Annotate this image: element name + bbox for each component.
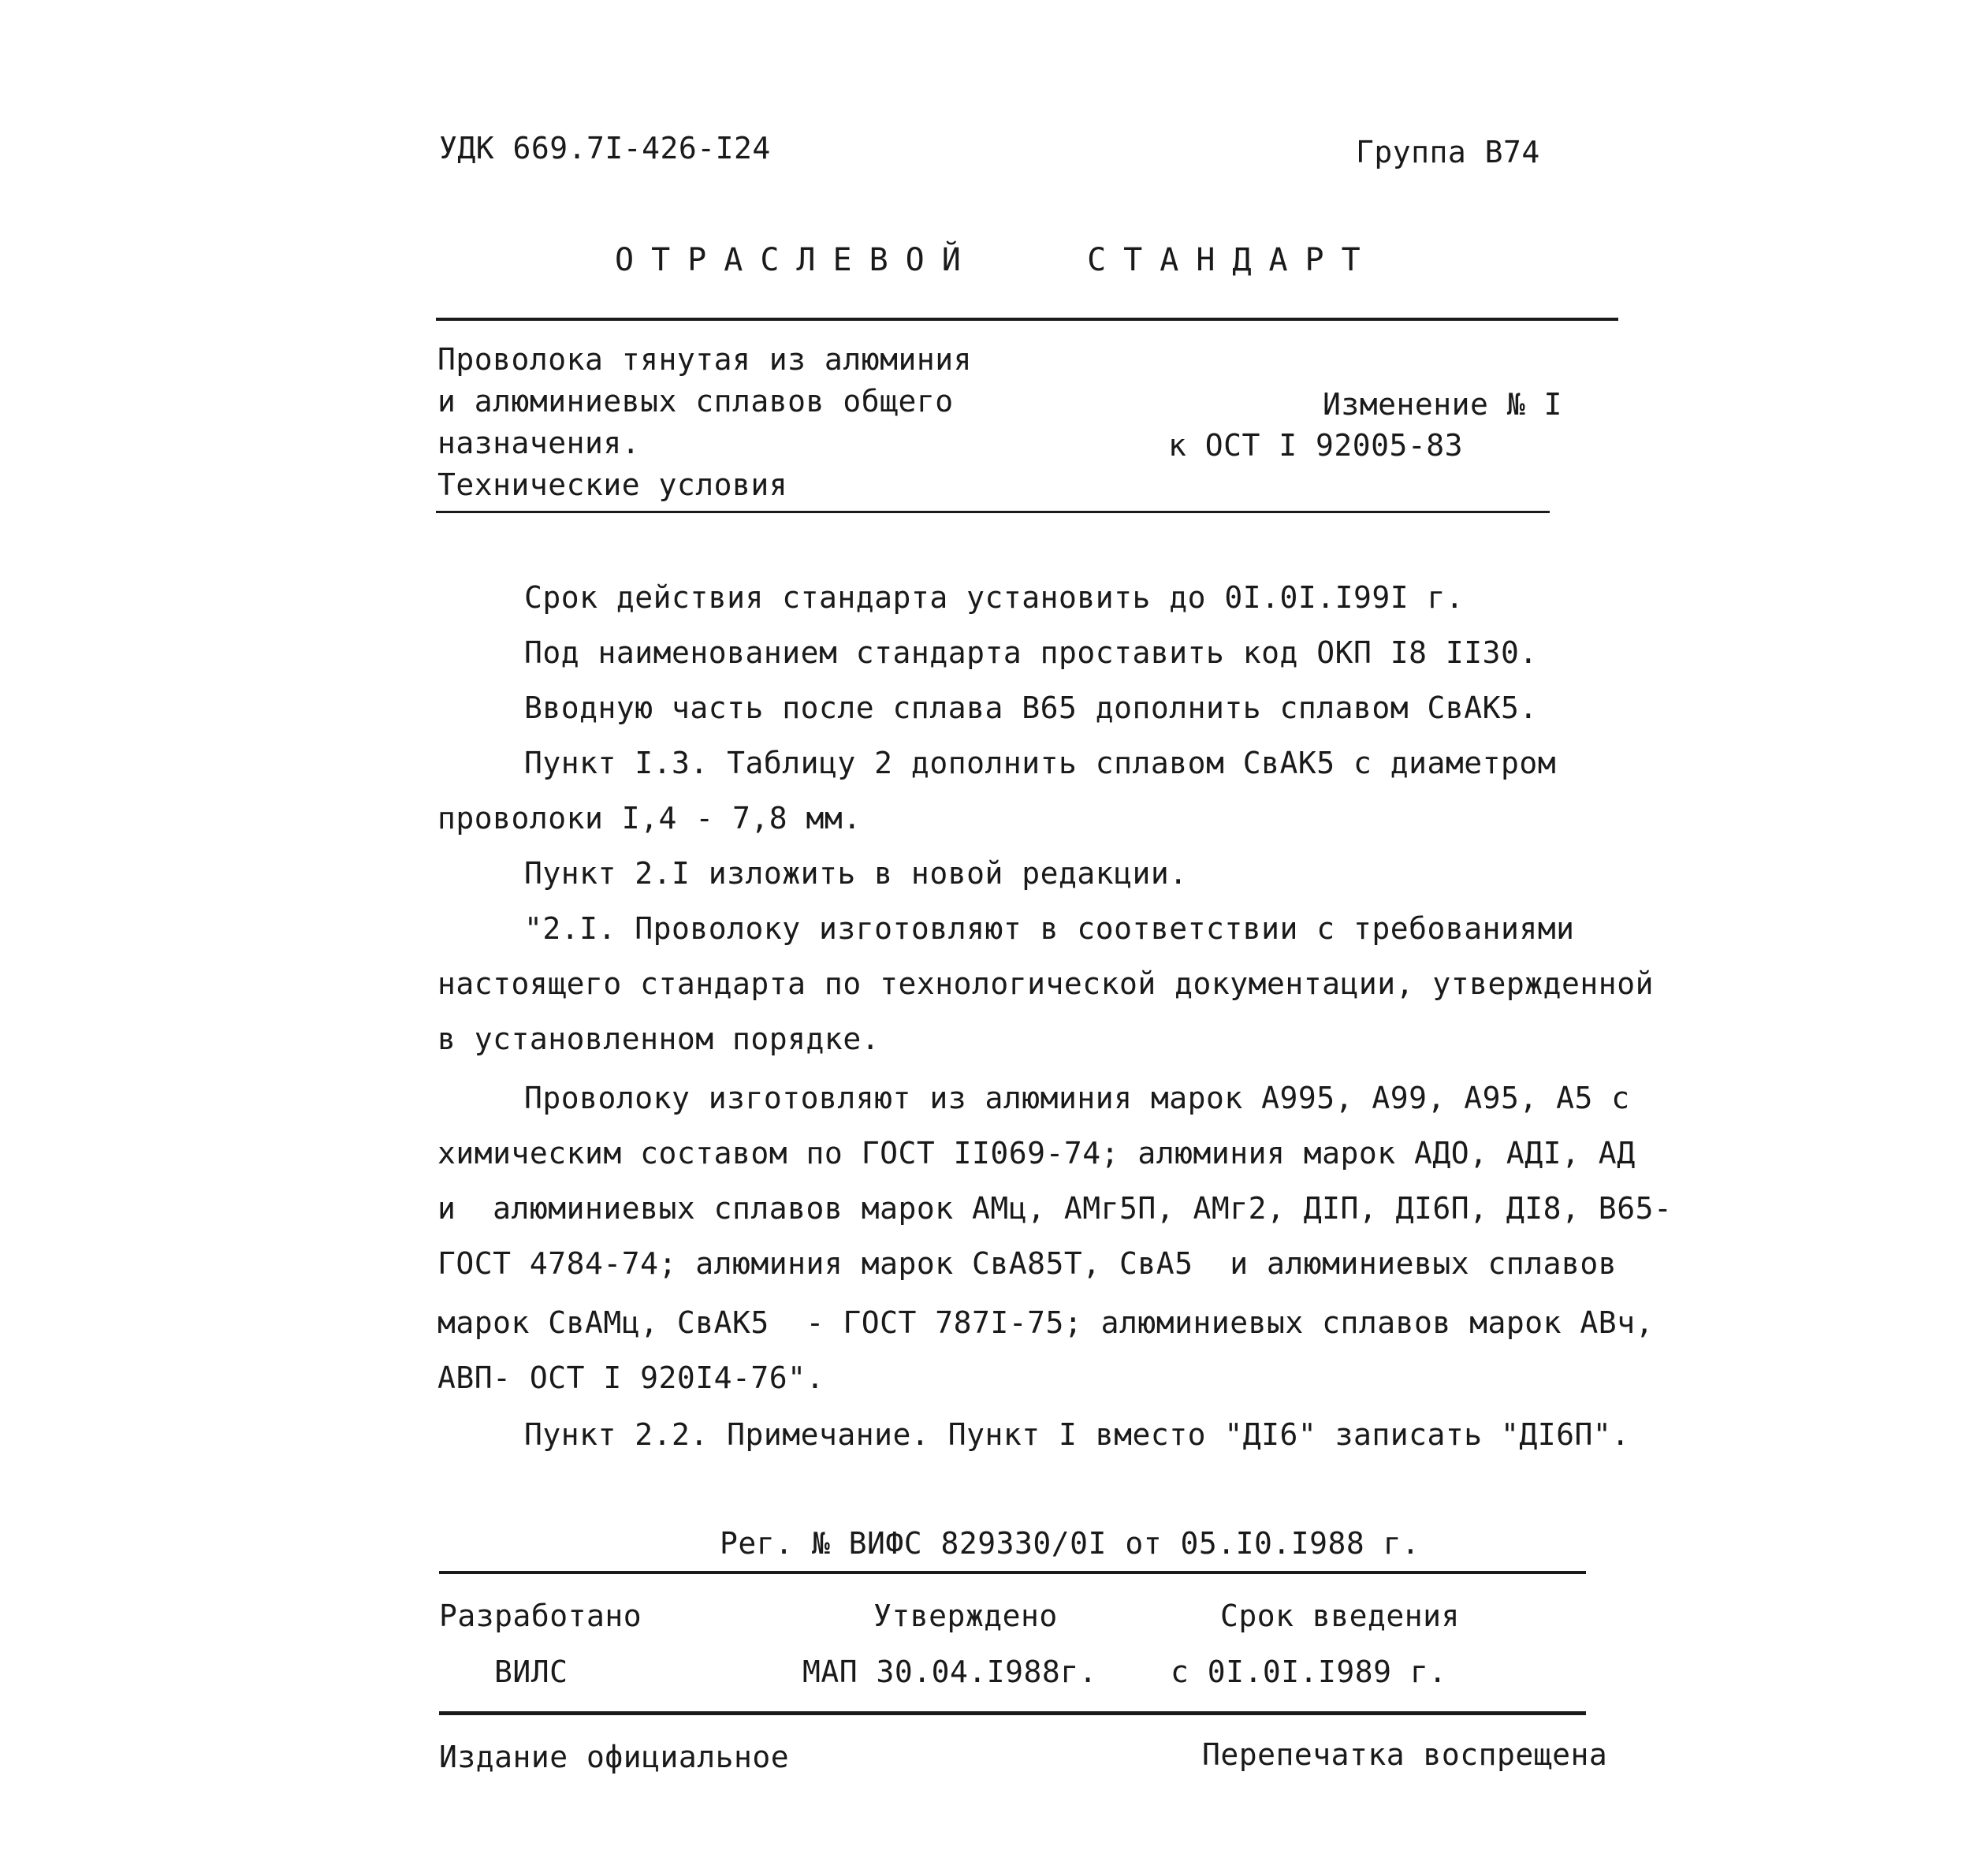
body-line: марок СвАМц, СвАК5 - ГОСТ 787I-75; алюминиевых сплавов марок АВч, (437, 1305, 1654, 1340)
body-line: Срок действия стандарта установить до 0I.0I.I99I г. (524, 580, 1465, 615)
body-line: Под наименованием стандарта проставить код ОКП I8 II30. (524, 635, 1538, 670)
group-code: Группа В74 (1356, 135, 1540, 169)
change-reference: к ОСТ I 92005-83 (1168, 428, 1464, 463)
body-line: и алюминиевых сплавов марок АМц, АМг5П, АМг2, ДIП, ДI6П, ДI8, В65- (437, 1191, 1673, 1226)
document-title: ОТРАСЛЕВОЙ СТАНДАРТ (615, 242, 1378, 278)
effective-date-header: Срок введения (1220, 1599, 1460, 1633)
body-line: Пункт 2.2. Примечание. Пункт I вместо "ДI6" записать "ДI6П". (524, 1417, 1630, 1452)
effective-date-value: с 0I.0I.I989 г. (1171, 1655, 1447, 1689)
standard-name-line: Технические условия (437, 467, 788, 502)
footer-table-rule (439, 1711, 1586, 1715)
standard-name-line: назначения. (437, 426, 641, 460)
approved-header: Утверждено (873, 1599, 1058, 1633)
body-line: АВП- ОСТ I 920I4-76". (437, 1360, 825, 1395)
body-line: ГОСТ 4784-74; алюминия марок СвА85Т, СвА5 и алюминиевых сплавов (437, 1246, 1617, 1281)
developed-by-value: ВИЛС (494, 1655, 568, 1689)
standard-name-line: Проволока тянутая из алюминия (437, 342, 972, 377)
body-line: химическим составом по ГОСТ II069-74; алюминия марок АДО, АДI, АД (437, 1136, 1636, 1171)
reprint-prohibited: Перепечатка воспрещена (1202, 1737, 1608, 1772)
body-line: Вводную часть после сплава В65 дополнить сплавом СвАК5. (524, 690, 1538, 725)
developed-by-header: Разработано (439, 1599, 642, 1633)
body-line: Пункт 2.I изложить в новой редакции. (524, 856, 1188, 891)
body-line: настоящего стандарта по технологической документации, утвержденной (437, 966, 1654, 1001)
official-edition: Издание официальное (439, 1740, 790, 1774)
title-rule (436, 318, 1618, 321)
body-line: "2.I. Проволоку изготовляют в соответствии с требованиями (524, 911, 1575, 946)
udk-code: УДК 669.7I-426-I24 (439, 131, 771, 166)
body-line: проволоки I,4 - 7,8 мм. (437, 801, 862, 836)
registration-number: Рег. № ВИФС 829330/0I от 05.I0.I988 г. (720, 1526, 1420, 1561)
change-number: Изменение № I (1323, 387, 1562, 422)
name-rule (436, 511, 1550, 513)
registration-rule (439, 1571, 1586, 1574)
body-line: Проволоку изготовляют из алюминия марок А995, А99, А95, А5 с (524, 1081, 1630, 1115)
body-line: Пункт I.3. Таблицу 2 дополнить сплавом СвАК5 с диаметром (524, 746, 1557, 780)
body-line: в установленном порядке. (437, 1022, 880, 1056)
approved-value: МАП 30.04.I988г. (802, 1655, 1098, 1689)
standard-name-line: и алюминиевых сплавов общего (437, 384, 954, 419)
